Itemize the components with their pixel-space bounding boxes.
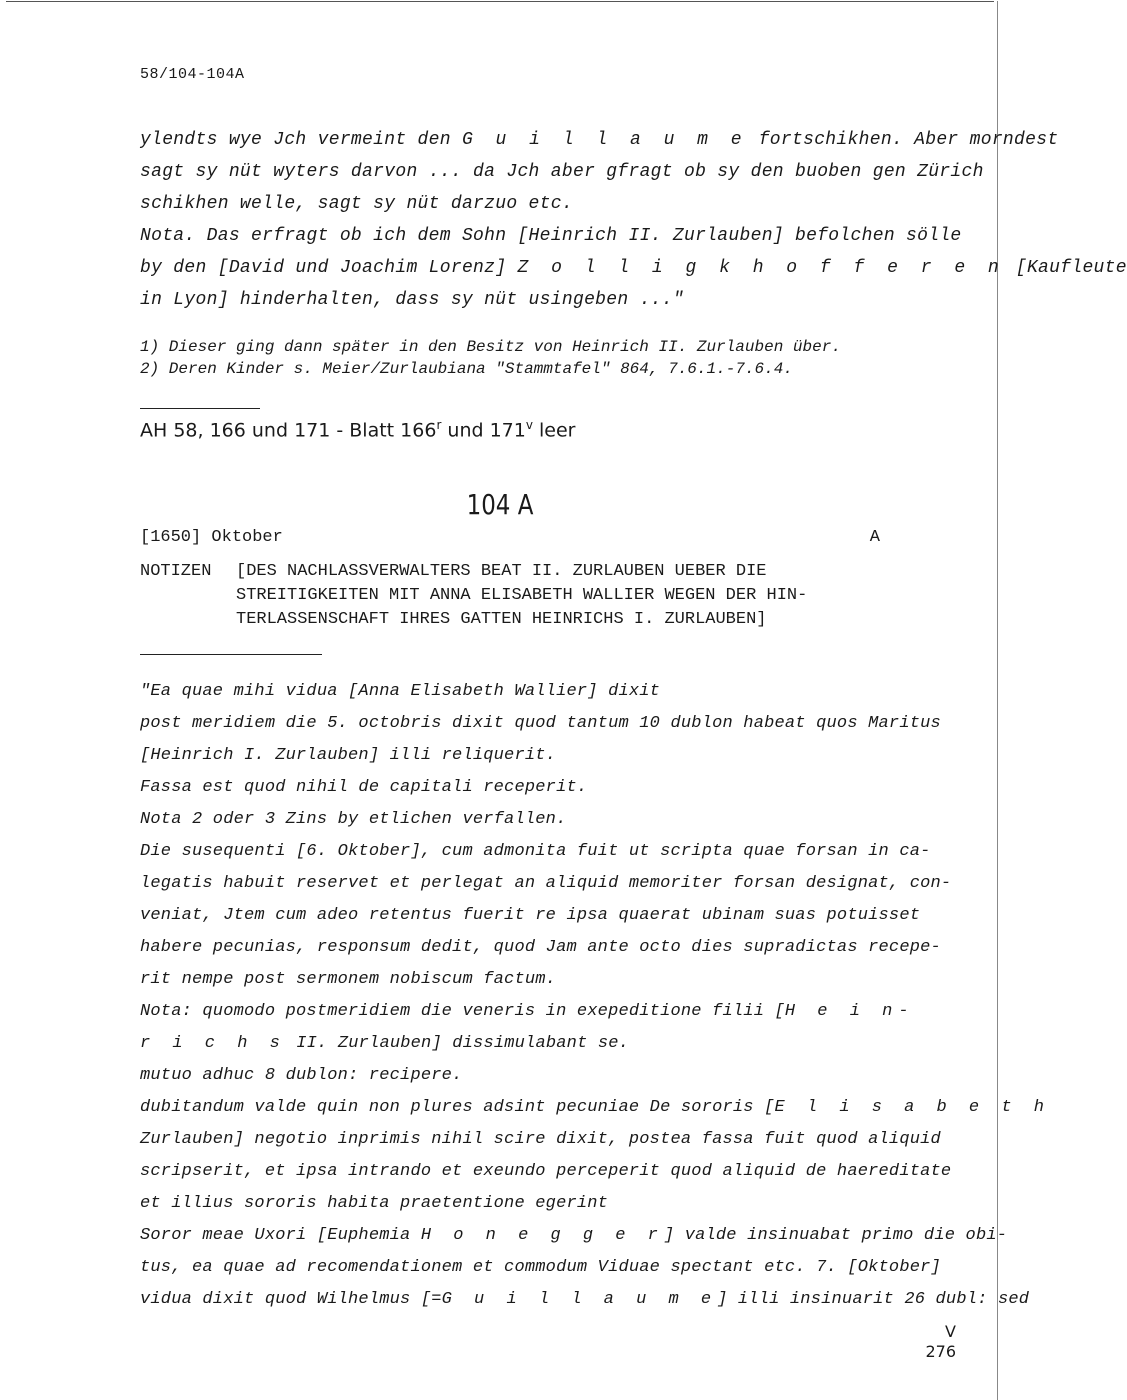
spaced-name: r i c h s bbox=[140, 1034, 286, 1053]
text-segment: habere pecunias, responsum dedit, quod Jam ante octo dies supradictas recepe- bbox=[140, 938, 941, 957]
text-segment: sagt sy nüt wyters darvon ... da Jch aber gfragt ob sy den buoben gen Zürich bbox=[140, 162, 984, 182]
text-line bbox=[140, 130, 1127, 162]
text-segment: ylendts wye Jch vermeint den bbox=[140, 130, 462, 150]
text-segment: Nota 2 oder 3 Zins by etlichen verfallen. bbox=[140, 810, 567, 829]
spaced-name: G u i l l a u m e bbox=[461, 130, 748, 150]
text-line bbox=[140, 1188, 1050, 1220]
text-segment: ] valde insinuabat primo die obi- bbox=[663, 1226, 1008, 1245]
text-segment: Die susequenti [6. Oktober], cum admonita fuit ut scripta quae forsan in ca- bbox=[140, 842, 931, 861]
text-segment: schikhen welle, sagt sy nüt darzuo etc. bbox=[140, 194, 573, 214]
text-line bbox=[140, 1124, 1050, 1156]
reference-header: 58/104-104A bbox=[140, 66, 245, 83]
text-line bbox=[140, 226, 1127, 258]
footnote-1: 1) Dieser ging dann später in den Besitz von Heinrich II. Zurlauben über. bbox=[140, 338, 841, 356]
text-line bbox=[140, 1220, 1050, 1252]
text-segment: Nota. Das erfragt ob ich dem Sohn [Heinrich II. Zurlauben] befolchen sölle bbox=[140, 226, 962, 246]
spaced-name: H o n e g g e r bbox=[420, 1226, 664, 1245]
page-stamp bbox=[925, 1322, 956, 1362]
text-line bbox=[140, 932, 1050, 964]
text-line bbox=[140, 1252, 1050, 1284]
title-text bbox=[236, 560, 1026, 632]
text-segment: mutuo adhuc 8 dublon: recipere. bbox=[140, 1066, 463, 1085]
spaced-name: G u i l l a u m e bbox=[441, 1290, 718, 1309]
previous-document-text bbox=[140, 130, 1127, 322]
text-segment: "Ea quae mihi vidua [Anna Elisabeth Wallier] dixit bbox=[140, 682, 661, 701]
document-number: 104 A bbox=[466, 488, 534, 521]
footnotes bbox=[140, 336, 841, 380]
scan-edge-top bbox=[6, 1, 994, 2]
text-segment: et illius sororis habita praetentione egerint bbox=[140, 1194, 609, 1213]
title-label: NOTIZEN bbox=[140, 562, 212, 581]
text-line bbox=[140, 1092, 1050, 1124]
text-line bbox=[140, 740, 1050, 772]
text-segment: Zurlauben] negotio inprimis nihil scire dixit, postea fassa fuit quod aliquid bbox=[140, 1130, 941, 1149]
text-line bbox=[140, 290, 1127, 322]
text-line bbox=[140, 194, 1127, 226]
text-line bbox=[140, 162, 1127, 194]
text-segment: ] illi insinuarit 26 dubl: sed bbox=[717, 1290, 1030, 1309]
text-segment: post meridiem die 5. octobris dixit quod tantum 10 dublon habeat quos Maritus bbox=[140, 714, 941, 733]
text-segment: dubitandum valde quin non plures adsint pecuniae De sororis [ bbox=[140, 1098, 775, 1117]
text-segment: Fassa est quod nihil de capitali receperit. bbox=[140, 778, 588, 797]
title-line: TERLASSENSCHAFT IHRES GATTEN HEINRICHS I. ZURLAUBEN] bbox=[236, 610, 767, 629]
text-segment: [Heinrich I. Zurlauben] illi reliquerit. bbox=[140, 746, 557, 765]
text-line bbox=[140, 1028, 1050, 1060]
check-mark: V bbox=[945, 1322, 956, 1341]
text-segment: rit nempe post sermonem nobiscum factum. bbox=[140, 970, 557, 989]
text-segment: [Kaufleute bbox=[1004, 258, 1127, 278]
text-segment: veniat, Jtem cum adeo retentus fuerit re ipsa quaerat ubinam suas potuisset bbox=[140, 906, 921, 925]
text-segment: scripserit, et ipsa intrando et exeundo perceperit quod aliquid de haereditate bbox=[140, 1162, 952, 1181]
text-segment: by den [David und Joachim Lorenz] bbox=[140, 258, 518, 278]
text-line bbox=[140, 258, 1127, 290]
document-body bbox=[140, 676, 1050, 1316]
text-segment: II. Zurlauben] dissimulabant se. bbox=[285, 1034, 630, 1053]
archive-note: AH 58, 166 und 171 - Blatt 166$^r$ und 171$^v$ leer bbox=[140, 418, 576, 442]
text-segment: tus, ea quae ad recomendationem et commodum Viduae spectant etc. 7. [Oktober] bbox=[140, 1258, 941, 1277]
document-date: [1650] Oktober bbox=[140, 528, 283, 547]
text-line bbox=[140, 772, 1050, 804]
document-letter: A bbox=[869, 528, 880, 547]
text-line bbox=[140, 836, 1050, 868]
text-segment: Nota: quomodo postmeridiem die veneris in exepeditione filii [ bbox=[140, 1002, 785, 1021]
text-line bbox=[140, 708, 1050, 740]
text-segment: in Lyon] hinderhalten, dass sy nüt usingeben ..." bbox=[140, 290, 684, 310]
separator-rule-2 bbox=[140, 654, 322, 655]
date-line bbox=[140, 528, 880, 547]
footnote-2: 2) Deren Kinder s. Meier/Zurlaubiana "Stammtafel" 864, 7.6.1.-7.6.4. bbox=[140, 360, 793, 378]
text-line bbox=[140, 1156, 1050, 1188]
text-line bbox=[140, 964, 1050, 996]
text-line bbox=[140, 1060, 1050, 1092]
spaced-name: Z o l l i g k h o f f e r e n bbox=[517, 258, 1005, 278]
title-line: STREITIGKEITEN MIT ANNA ELISABETH WALLIER WEGEN DER HIN- bbox=[236, 586, 808, 605]
text-segment: legatis habuit reservet et perlegat an aliquid memoriter forsan designat, con- bbox=[140, 874, 952, 893]
text-segment: fortschikhen. Aber morndest bbox=[747, 130, 1059, 150]
text-line bbox=[140, 900, 1050, 932]
text-line bbox=[140, 804, 1050, 836]
text-line bbox=[140, 996, 1050, 1028]
text-segment: vidua dixit quod Wilhelmus [= bbox=[140, 1290, 442, 1309]
text-line bbox=[140, 868, 1050, 900]
text-segment: Soror meae Uxori [Euphemia bbox=[140, 1226, 421, 1245]
page-number: 276 bbox=[925, 1342, 956, 1361]
spaced-name: H e i n- bbox=[784, 1002, 915, 1021]
separator-rule-1 bbox=[140, 408, 260, 409]
text-line bbox=[140, 1284, 1050, 1316]
title-line: [DES NACHLASSVERWALTERS BEAT II. ZURLAUBEN UEBER DIE bbox=[236, 562, 767, 581]
spaced-name: E l i s a b e t h bbox=[774, 1098, 1050, 1117]
text-line bbox=[140, 676, 1050, 708]
